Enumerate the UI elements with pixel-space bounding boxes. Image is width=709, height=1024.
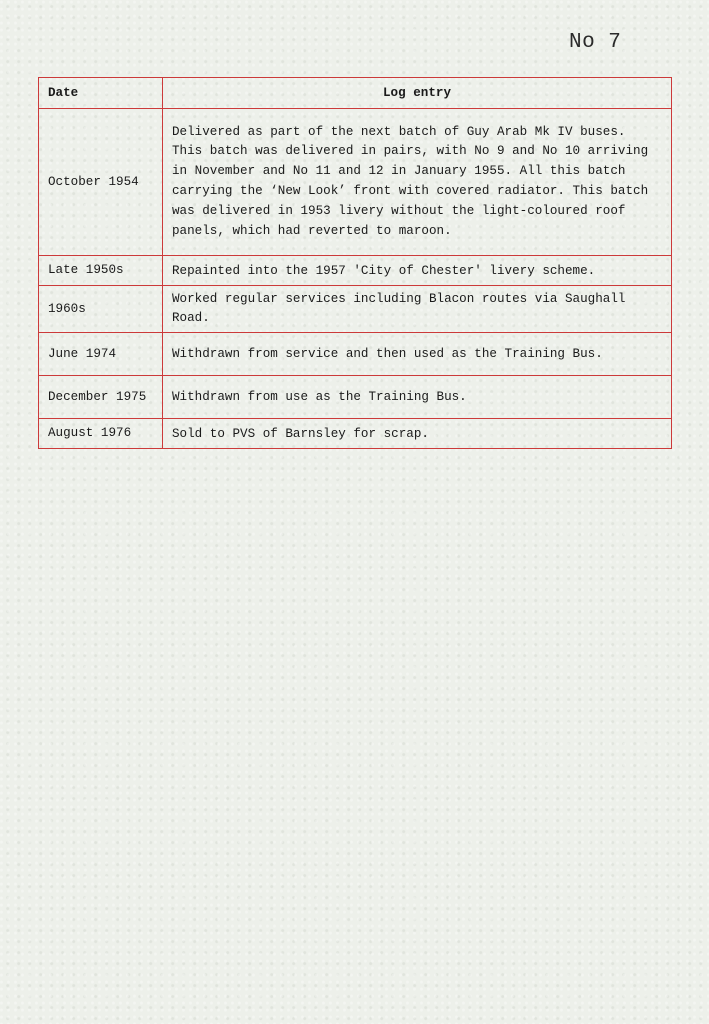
vehicle-log-table	[38, 77, 672, 449]
date-column-header: Date	[39, 78, 163, 109]
log-entry-cell: Withdrawn from service and then used as the Training Bus.	[163, 333, 672, 376]
table-row	[39, 333, 672, 376]
table-header-row	[39, 78, 672, 109]
page-number: No 7	[569, 31, 622, 54]
date-cell: October 1954	[39, 109, 163, 256]
date-cell: 1960s	[39, 286, 163, 333]
table-row	[39, 419, 672, 449]
date-cell: August 1976	[39, 419, 163, 449]
log-entry-cell: Withdrawn from use as the Training Bus.	[163, 376, 672, 419]
table-row	[39, 109, 672, 256]
log-entry-cell: Sold to PVS of Barnsley for scrap.	[163, 419, 672, 449]
date-cell: Late 1950s	[39, 256, 163, 286]
log-entry-cell: Repainted into the 1957 'City of Chester' livery scheme.	[163, 256, 672, 286]
date-cell: December 1975	[39, 376, 163, 419]
table-row	[39, 376, 672, 419]
log-entry-column-header: Log entry	[163, 78, 672, 109]
table-row	[39, 286, 672, 333]
log-entry-cell: Delivered as part of the next batch of Guy Arab Mk IV buses. This batch was delivered in pairs, with No 9 and No 10 arriving in November and No 11 and 12 in January 1955. All this batch carrying the ‘New Look’ front with covered radiator. This batch was delivered in 1953 livery without the light-coloured roof panels, which had reverted to maroon.	[163, 109, 672, 256]
log-entry-cell: Worked regular services including Blacon routes via Saughall Road.	[163, 286, 672, 333]
date-cell: June 1974	[39, 333, 163, 376]
table-row	[39, 256, 672, 286]
